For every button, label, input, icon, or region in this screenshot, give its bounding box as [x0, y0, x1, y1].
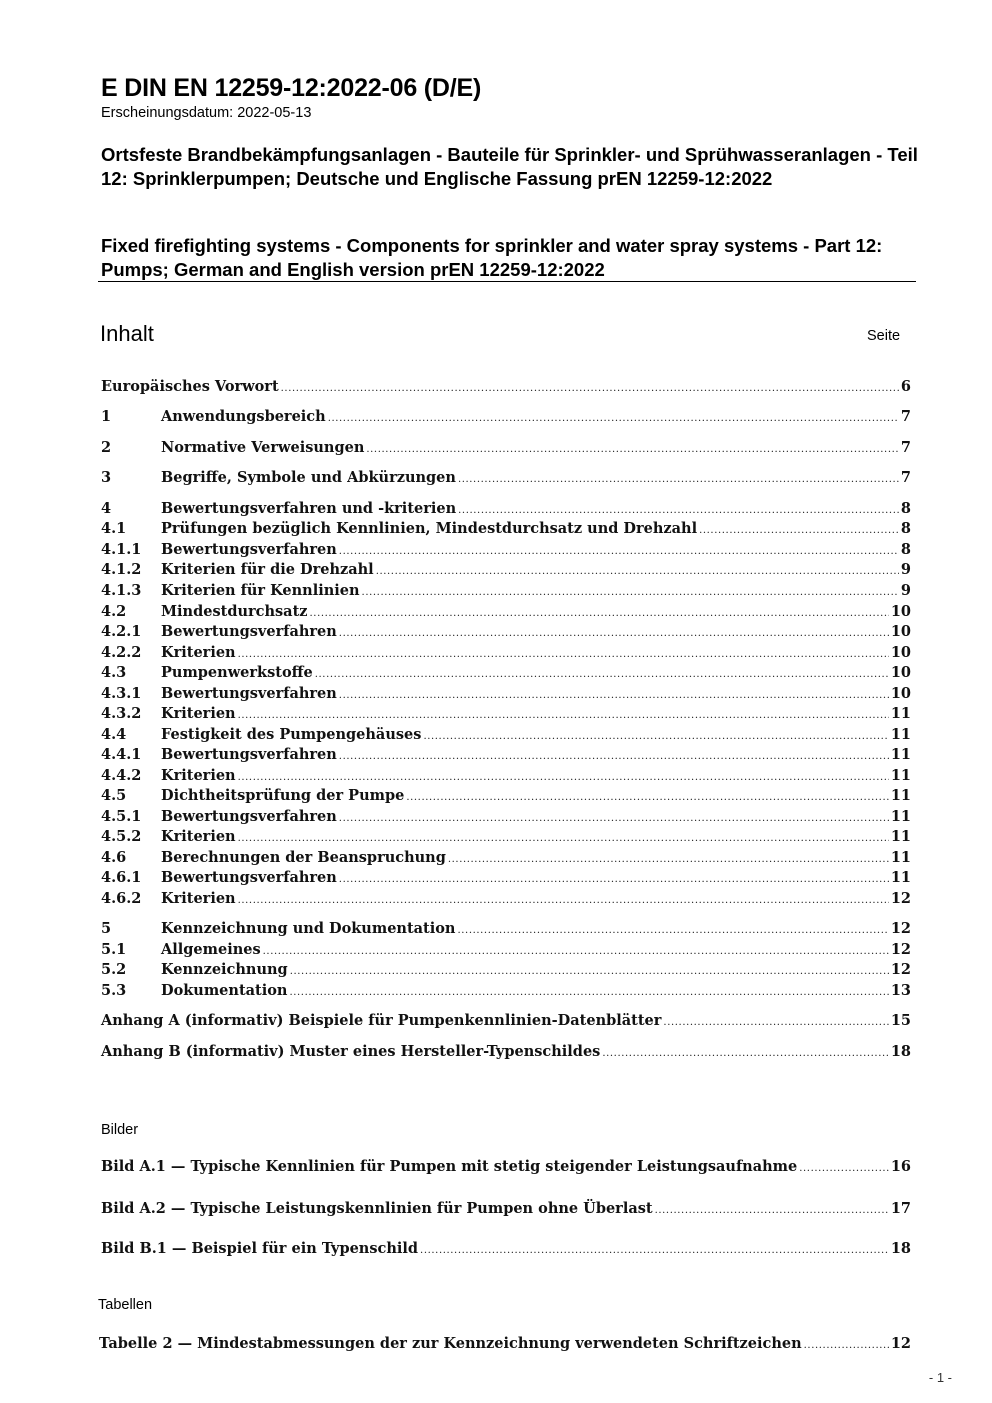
dot-leader: [238, 649, 889, 660]
toc-entry-number: 4.3.2: [101, 705, 142, 722]
toc-entry-title: Berechnungen der Beanspruchung: [161, 849, 446, 866]
toc-entry-number: 3: [101, 469, 112, 486]
dot-leader: [339, 874, 889, 885]
toc-entry-page: 10: [890, 623, 911, 640]
toc-entry-title: Kriterien für Kennlinien: [161, 582, 360, 599]
toc-entry[interactable]: [101, 439, 911, 459]
dot-leader: [804, 1340, 889, 1351]
toc-entry-title: Bild A.2 — Typische Leistungskennlinien für Pumpen ohne Überlast: [101, 1200, 653, 1217]
toc-entry[interactable]: [101, 726, 911, 746]
dot-leader: [315, 669, 889, 680]
toc-entry-number: 4.5.1: [101, 808, 142, 825]
toc-entry-title: Begriffe, Symbole und Abkürzungen: [161, 469, 456, 486]
toc-entry[interactable]: [101, 1158, 911, 1178]
toc-entry[interactable]: [101, 685, 911, 705]
toc-entry-title: Dokumentation: [161, 982, 288, 999]
dot-leader: [238, 772, 889, 783]
dot-leader: [655, 1205, 889, 1216]
toc-entry-number: 4.3.1: [101, 685, 142, 702]
toc-entry-number: 4.6.2: [101, 890, 142, 907]
toc-entry-number: 4.1: [101, 520, 127, 537]
toc-entry-title: Kriterien: [161, 828, 236, 845]
toc-entry[interactable]: [101, 828, 911, 848]
toc-entry-page: 12: [890, 890, 911, 907]
toc-entry[interactable]: [101, 378, 911, 398]
dot-leader: [458, 474, 899, 485]
toc-entry-page: 10: [890, 685, 911, 702]
toc-entry-title: Pumpenwerkstoffe: [161, 664, 313, 681]
toc-entry[interactable]: [101, 746, 911, 766]
toc-entry-page: 9: [900, 561, 911, 578]
toc-entry-page: 11: [890, 869, 911, 886]
toc-entry-title: Bewertungsverfahren: [161, 541, 337, 558]
toc-entry-title: Bild A.1 — Typische Kennlinien für Pumpen mit stetig steigender Leistungsaufnahme: [101, 1158, 798, 1175]
dot-leader: [339, 751, 889, 762]
dot-leader: [799, 1163, 889, 1174]
dot-leader: [420, 1245, 889, 1256]
toc-entry-page: 11: [890, 849, 911, 866]
dot-leader: [663, 1017, 888, 1028]
toc-entry[interactable]: [101, 941, 911, 961]
toc-entry[interactable]: [101, 520, 911, 540]
toc-entry-page: 12: [890, 941, 911, 958]
dot-leader: [366, 444, 899, 455]
toc-entry-number: 4.6: [101, 849, 127, 866]
dot-leader: [458, 505, 899, 516]
toc-entry-number: 4.5.2: [101, 828, 142, 845]
toc-entry-number: 4.2: [101, 603, 127, 620]
toc-entry-title: Bewertungsverfahren: [161, 685, 337, 702]
dot-leader: [238, 895, 889, 906]
toc-entry-number: 5.1: [101, 941, 127, 958]
toc-entry[interactable]: [101, 767, 911, 787]
toc-entry[interactable]: [101, 869, 911, 889]
toc-entry-title: Anhang B (informativ) Muster eines Hersteller-Typenschildes: [101, 1043, 601, 1060]
toc-entry[interactable]: [101, 561, 911, 581]
dot-leader: [376, 566, 899, 577]
toc-entry-page: 11: [890, 767, 911, 784]
toc-entry[interactable]: [101, 644, 911, 664]
dot-leader: [699, 525, 899, 536]
toc-entry-number: 4.2.1: [101, 623, 142, 640]
toc-entry[interactable]: [101, 1012, 911, 1032]
contents-heading: Inhalt: [100, 321, 154, 346]
toc-entry[interactable]: [101, 1240, 911, 1260]
toc-entry-number: 4.3: [101, 664, 127, 681]
toc-entry-page: 7: [900, 469, 911, 486]
dot-leader: [339, 546, 899, 557]
toc-entry[interactable]: [101, 541, 911, 561]
page-column-label: Seite: [867, 328, 901, 344]
toc-entry-page: 11: [890, 726, 911, 743]
dot-leader: [339, 813, 889, 824]
toc-entry-page: 13: [890, 982, 911, 999]
toc-entry-title: Bewertungsverfahren: [161, 869, 337, 886]
toc-entry-title: Europäisches Vorwort: [101, 378, 279, 395]
toc-entry-number: 4.4: [101, 726, 127, 743]
toc-entry[interactable]: [101, 408, 911, 428]
dot-leader: [289, 987, 888, 998]
dot-leader: [310, 608, 889, 619]
toc-entry-page: 11: [890, 787, 911, 804]
toc-entry-number: 4.1.1: [101, 541, 142, 558]
toc-entry[interactable]: [101, 705, 911, 725]
toc-entry[interactable]: [101, 582, 911, 602]
toc-entry-page: 10: [890, 603, 911, 620]
toc-entry-number: 4.1.2: [101, 561, 142, 578]
toc-entry-number: 2: [101, 439, 112, 456]
toc-entry[interactable]: [101, 603, 911, 623]
toc-entry-page: 11: [890, 705, 911, 722]
toc-entry-number: 4.1.3: [101, 582, 142, 599]
toc-entry-page: 8: [900, 541, 911, 558]
toc-entry-title: Allgemeines: [161, 941, 261, 958]
toc-entry-title: Bewertungsverfahren: [161, 623, 337, 640]
dot-leader: [406, 792, 888, 803]
toc-entry-number: 4.4.1: [101, 746, 142, 763]
dot-leader: [339, 690, 889, 701]
toc-entry[interactable]: [101, 664, 911, 684]
toc-entry-title: Tabelle 2 — Mindestabmessungen der zur Kennzeichnung verwendeten Schriftzeichen: [99, 1335, 802, 1352]
toc-entry-page: 7: [900, 408, 911, 425]
toc-entry-title: Bild B.1 — Beispiel für ein Typenschild: [101, 1240, 419, 1257]
figures-heading: Bilder: [101, 1122, 139, 1138]
toc-entry[interactable]: [101, 920, 911, 940]
toc-entry-title: Dichtheitsprüfung der Pumpe: [161, 787, 405, 804]
toc-entry-title: Normative Verweisungen: [161, 439, 365, 456]
dot-leader: [328, 413, 899, 424]
toc-entry-title: Kennzeichnung: [161, 961, 288, 978]
toc-entry-title: Bewertungsverfahren und -kriterien: [161, 500, 457, 517]
toc-entry-number: 5.2: [101, 961, 127, 978]
toc-entry-page: 12: [890, 961, 911, 978]
toc-entry-number: 5: [101, 920, 112, 937]
dot-leader: [457, 925, 888, 936]
toc-entry-page: 12: [890, 1335, 911, 1352]
toc-entry-page: 16: [890, 1158, 911, 1175]
toc-entry-page: 12: [890, 920, 911, 937]
toc-entry-page: 18: [890, 1043, 911, 1060]
toc-entry-page: 8: [900, 520, 911, 537]
toc-entry[interactable]: [101, 1043, 911, 1063]
page-number: - 1 -: [928, 1370, 952, 1385]
toc-entry[interactable]: [101, 849, 911, 869]
toc-entry-title: Prüfungen bezüglich Kennlinien, Mindestdurchsatz und Drehzahl: [161, 520, 698, 537]
toc-entry[interactable]: [101, 1200, 911, 1220]
toc-entry[interactable]: [99, 1335, 911, 1355]
dot-leader: [602, 1048, 888, 1059]
toc-entry-title: Mindestdurchsatz: [161, 603, 308, 620]
toc-entry-title: Festigkeit des Pumpengehäuses: [161, 726, 422, 743]
toc-entry[interactable]: [101, 469, 911, 489]
toc-entry-title: Anhang A (informativ) Beispiele für Pumpenkennlinien-Datenblätter: [101, 1012, 662, 1029]
toc-entry-title: Bewertungsverfahren: [161, 808, 337, 825]
dot-leader: [339, 628, 889, 639]
toc-entry-title: Kriterien: [161, 644, 236, 661]
toc-entry-number: 5.3: [101, 982, 127, 999]
toc-entry-page: 9: [900, 582, 911, 599]
dot-leader: [423, 731, 888, 742]
toc-entry-title: Bewertungsverfahren: [161, 746, 337, 763]
dot-leader: [263, 946, 889, 957]
toc-entry-title: Kriterien: [161, 705, 236, 722]
dot-leader: [281, 383, 899, 394]
toc-entry-page: 11: [890, 808, 911, 825]
toc-entry-page: 6: [900, 378, 911, 395]
toc-entry[interactable]: [101, 961, 911, 981]
toc-entry[interactable]: [101, 623, 911, 643]
toc-entry-number: 4.2.2: [101, 644, 142, 661]
toc-entry[interactable]: [101, 808, 911, 828]
dot-leader: [290, 966, 889, 977]
toc-entry-page: 18: [890, 1240, 911, 1257]
toc-entry-page: 10: [890, 664, 911, 681]
document-id: E DIN EN 12259-12:2022-06 (D/E): [101, 74, 482, 102]
toc-entry-title: Kriterien: [161, 890, 236, 907]
toc-entry[interactable]: [101, 787, 911, 807]
toc-entry-number: 4.6.1: [101, 869, 142, 886]
toc-entry-title: Kennzeichnung und Dokumentation: [161, 920, 456, 937]
dot-leader: [448, 854, 889, 865]
title-english: Fixed firefighting systems - Components for sprinkler and water spray systems - Part 12: Pumps; German and English version prEN 12259-12:2022: [101, 235, 883, 280]
toc-entry-number: 4.5: [101, 787, 127, 804]
publication-date: Erscheinungsdatum: 2022-05-13: [101, 105, 312, 121]
toc-entry-page: 7: [900, 439, 911, 456]
toc-entry[interactable]: [101, 982, 911, 1002]
dot-leader: [362, 587, 899, 598]
toc-entry-page: 15: [890, 1012, 911, 1029]
toc-entry-page: 8: [900, 500, 911, 517]
dot-leader: [238, 710, 889, 721]
title-german: Ortsfeste Brandbekämpfungsanlagen - Bauteile für Sprinkler- und Sprühwasseranlagen - Teil 12: Sprinklerpumpen; Deutsche und Englische Fassung prEN 12259-12:2022: [101, 144, 918, 189]
toc-entry-title: Kriterien für die Drehzahl: [161, 561, 374, 578]
toc-entry-number: 4: [101, 500, 112, 517]
tables-heading: Tabellen: [98, 1297, 153, 1313]
dot-leader: [238, 833, 889, 844]
toc-entry-page: 11: [890, 746, 911, 763]
toc-entry-title: Kriterien: [161, 767, 236, 784]
toc-entry[interactable]: [101, 500, 911, 520]
toc-entry-number: 4.4.2: [101, 767, 142, 784]
toc-entry-page: 17: [890, 1200, 911, 1217]
toc-entry-number: 1: [101, 408, 112, 425]
header-divider: [98, 281, 916, 282]
toc-entry-title: Anwendungsbereich: [161, 408, 326, 425]
toc-entry-page: 10: [890, 644, 911, 661]
toc-entry-page: 11: [890, 828, 911, 845]
toc-entry[interactable]: [101, 890, 911, 910]
